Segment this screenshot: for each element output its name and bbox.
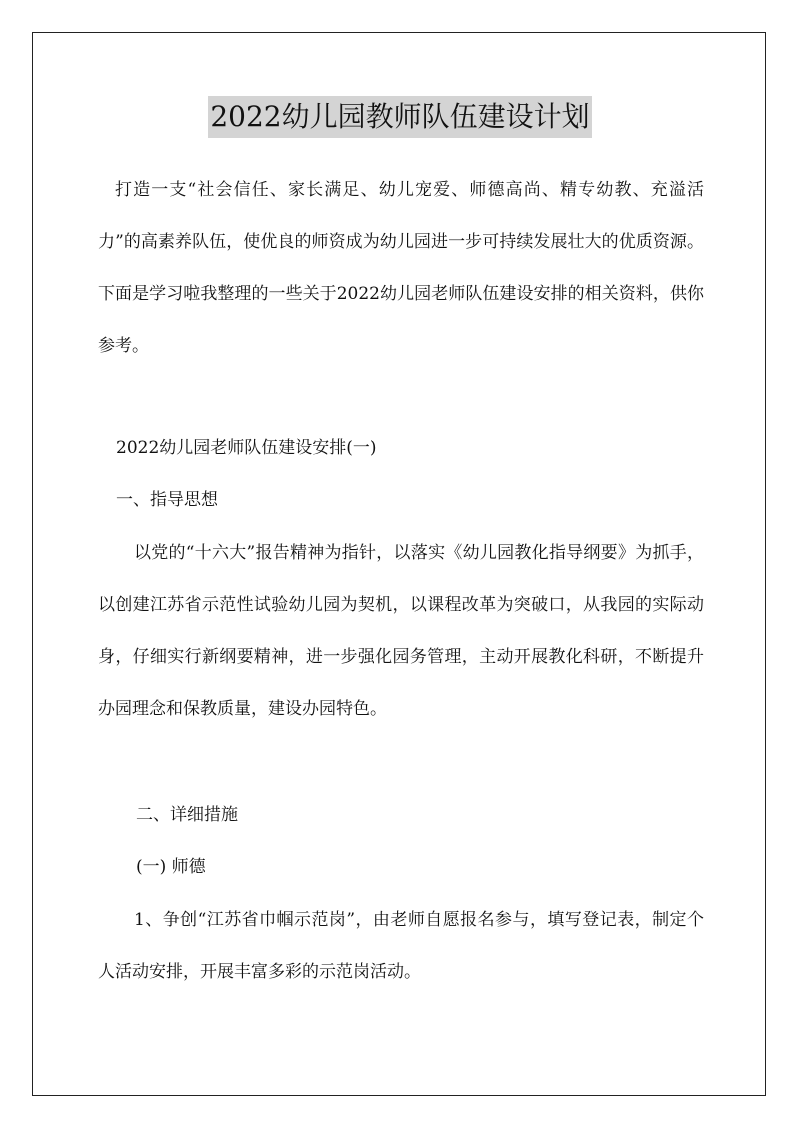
document-title: 2022幼儿园教师队伍建设计划	[208, 96, 591, 138]
heading-detailed-measures: 二、详细措施	[136, 805, 238, 825]
guiding-ideology-paragraph: 以党的“十六大”报告精神为指针，以落实《幼儿园教化指导纲要》为抓手，以创建江苏省示范性试验幼儿园为契机，以课程改革为突破口，从我园的实际动身，仔细实行新纲要精神，进一步强化园务管理，主动开展教化科研，不断提升办园理念和保教质量，建设办园特色。	[98, 543, 704, 719]
teacher-ethics-block	[98, 894, 704, 998]
intro-block	[98, 164, 704, 372]
teacher-ethics-paragraph: 1、争创“江苏省巾帼示范岗”，由老师自愿报名参与，填写登记表，制定个人活动安排，开展丰富多彩的示范岗活动。	[98, 910, 704, 982]
title-container	[0, 96, 800, 138]
intro-paragraph: 打造一支“社会信任、家长满足、幼儿宠爱、师德高尚、精专幼教、充溢活力”的高素养队伍，使优良的师资成为幼儿园进一步可持续发展壮大的优质资源。下面是学习啦我整理的一些关于2022幼儿园老师队伍建设安排的相关资料，供你参考。	[98, 180, 704, 356]
heading-guiding-ideology: 一、指导思想	[116, 490, 218, 510]
subheading-teacher-ethics: (一) 师德	[136, 857, 206, 877]
section-heading: 2022幼儿园老师队伍建设安排(一)	[116, 438, 377, 458]
guiding-ideology-block	[98, 527, 704, 735]
